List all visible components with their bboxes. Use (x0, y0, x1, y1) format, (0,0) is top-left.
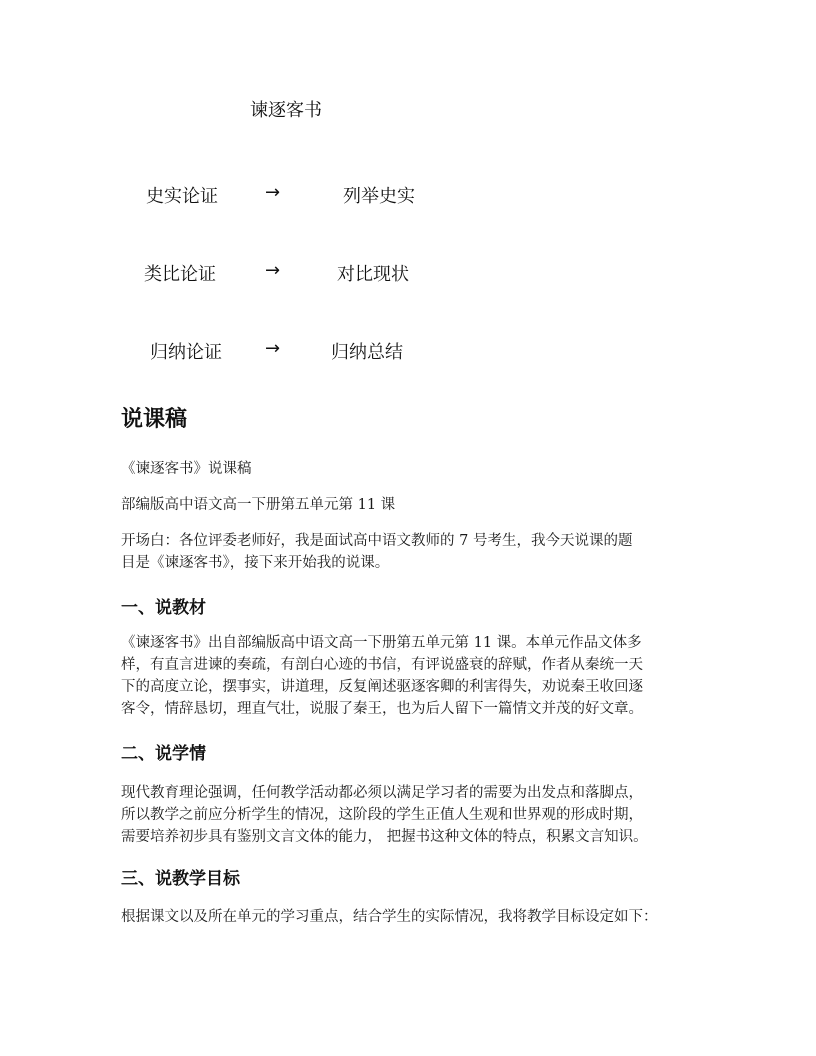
paragraph-line: 现代教育理论强调，任何教学活动都必须以满足学习者的需要为出发点和落脚点， (121, 785, 643, 801)
goals-paragraph (121, 906, 711, 928)
board-title: 谏逐客书 (250, 100, 322, 121)
students-paragraph (121, 782, 711, 848)
arrow-right-icon: → (265, 182, 281, 203)
paragraph-line: 所以教学之前应分析学生的情况，这阶段的学生正值人生观和世界观的形成时期， (121, 807, 643, 823)
board-row-3-left: 归纳论证 (150, 342, 222, 363)
paragraph-line: 根据课文以及所在单元的学习重点，结合学生的实际情况，我将教学目标设定如下： (121, 909, 658, 925)
paragraph-line: 客令，情辞恳切，理直气壮，说服了秦王，也为后人留下一篇情文并茂的好文章。 (121, 701, 643, 717)
paragraph-line: 样，有直言进谏的奏疏，有剖白心迹的书信，有评说盛衰的辞赋，作者从秦统一天 (121, 657, 643, 673)
board-row-2-right: 对比现状 (337, 264, 409, 285)
section-heading-materials: 一、说教材 (121, 598, 206, 618)
opening-line: 开场白：各位评委老师好，我是面试高中语文教师的 7 号考生，我今天说课的题 (121, 533, 633, 549)
opening-line: 目是《谏逐客书》，接下来开始我的说课。 (121, 555, 390, 571)
paragraph-line: 需要培养初步具有鉴别文言文体的能力， 把握书这种文体的特点，积累文言知识。 (121, 829, 648, 845)
board-row-3-right: 归纳总结 (331, 342, 403, 363)
arrow-right-icon: → (265, 260, 281, 281)
paragraph-line: 下的高度立论，摆事实，讲道理，反复阐述驱逐客卿的利害得失，劝说秦王收回逐 (121, 679, 643, 695)
doc-title: 说课稿 (121, 407, 188, 432)
materials-paragraph (121, 632, 711, 720)
doc-edition: 部编版高中语文高一下册第五单元第 11 课 (121, 497, 396, 513)
opening-paragraph (121, 530, 711, 574)
board-row-2-left: 类比论证 (144, 264, 216, 285)
paragraph-line: 《谏逐客书》出自部编版高中语文高一下册第五单元第 11 课。本单元作品文体多 (121, 635, 642, 651)
doc-subtitle: 《谏逐客书》说课稿 (121, 461, 252, 477)
board-row-1-left: 史实论证 (146, 186, 218, 207)
arrow-right-icon: → (265, 338, 281, 359)
section-heading-goals: 三、说教学目标 (121, 869, 240, 889)
section-heading-students: 二、说学情 (121, 744, 206, 764)
board-row-1-right: 列举史实 (343, 186, 415, 207)
